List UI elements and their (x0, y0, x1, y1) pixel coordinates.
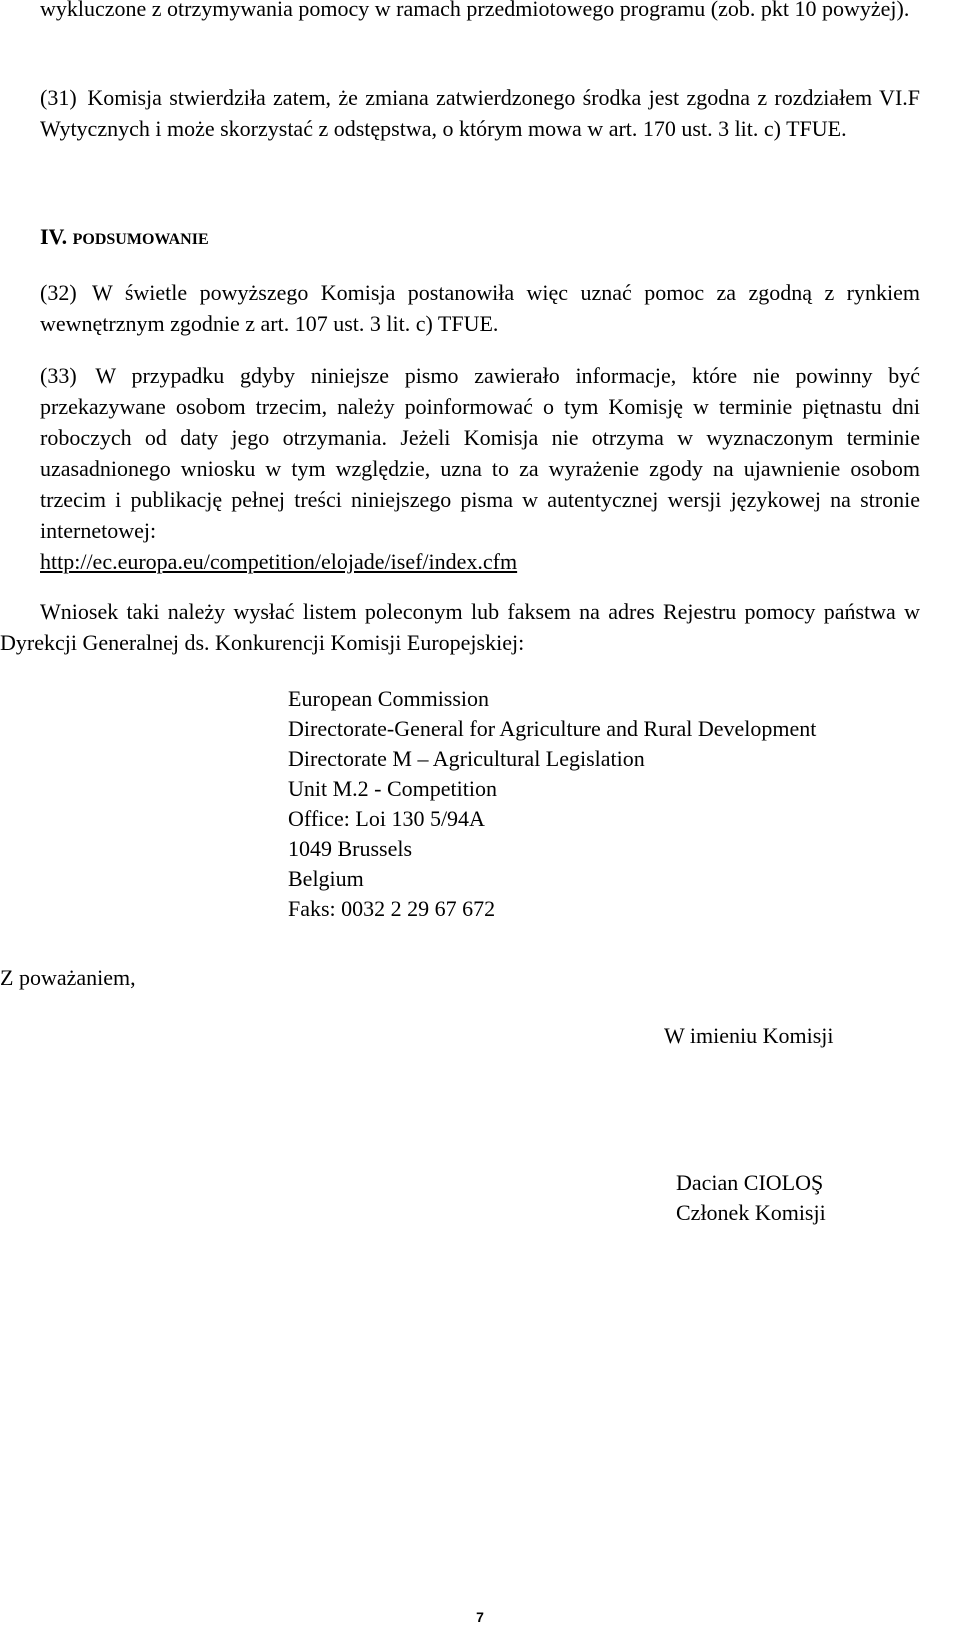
address-line: Office: Loi 130 5/94A (288, 806, 485, 831)
page-number: 7 (476, 1609, 484, 1625)
on-behalf-text: W imieniu Komisji (664, 1023, 834, 1048)
address-line: Directorate-General for Agriculture and Rural Development (288, 716, 817, 741)
closing-greeting (0, 962, 400, 993)
paragraph-text: W przypadku gdyby niniejsze pismo zawierało informacje, które nie powinny być przekazywane osobom trzecim, należy poinformować o tym Komisję w terminie piętnastu dni roboczych od daty jego otrzymania. Jeżeli Komisja nie otrzyma w wyznaczonym terminie uzasadnionego wniosku w tym względzie, uzna to za wyrażenie zgody na ujawnienie osobom trzecim i publikację pełnej treści niniejszego pisma w autentycznej wersji językowej na stronie internetowej: (40, 363, 920, 543)
isef-link[interactable]: http://ec.europa.eu/competition/elojade/isef/index.cfm (40, 549, 518, 574)
continuation-text: wykluczone z otrzymywania pomocy w ramach przedmiotowego programu (zob. pkt 10 powyżej). (40, 0, 910, 21)
paragraph-number: (33) (40, 363, 77, 388)
address-line: Unit M.2 - Competition (288, 776, 497, 801)
address-line: Directorate M – Agricultural Legislation (288, 746, 645, 771)
address-block (288, 684, 920, 924)
request-note (0, 596, 920, 658)
signatory-title: Członek Komisji (676, 1200, 826, 1225)
paragraph-32 (40, 277, 920, 339)
section-heading (40, 221, 920, 255)
request-note-text: Wniosek taki należy wysłać listem poleconym lub faksem na adres Rejestru pomocy państwa w Dyrekcji Generalnej ds. Konkurencji Komisji Europejskiej: (0, 599, 920, 655)
paragraph-text: W świetle powyższego Komisja postanowiła więc uznać pomoc za zgodną z rynkiem wewnętrznym zgodnie z art. 107 ust. 3 lit. c) TFUE. (40, 280, 920, 336)
paragraph-number: (31) (40, 85, 77, 110)
paragraph-text: Komisja stwierdziła zatem, że zmiana zatwierdzonego środka jest zgodna z rozdziałem VI.F Wytycznych i może skorzystać z odstępstwa, o którym mowa w art. 170 ust. 3 lit. c) TFUE. (40, 85, 921, 141)
greeting-text: Z poważaniem, (0, 965, 136, 990)
section-number: IV. (40, 224, 68, 249)
address-line: 1049 Brussels (288, 836, 413, 861)
signature-block (676, 1168, 936, 1228)
paragraph-33 (40, 360, 920, 577)
address-line: Faks: 0032 2 29 67 672 (288, 896, 496, 921)
paragraph-number: (32) (40, 280, 77, 305)
section-title: PODSUMOWANIE (72, 231, 209, 248)
on-behalf-line (664, 1020, 924, 1051)
address-line: Belgium (288, 866, 364, 891)
continuation-paragraph (40, 0, 920, 24)
address-line: European Commission (288, 686, 490, 711)
paragraph-31 (40, 82, 920, 144)
signatory-name: Dacian CIOLOŞ (676, 1170, 824, 1195)
